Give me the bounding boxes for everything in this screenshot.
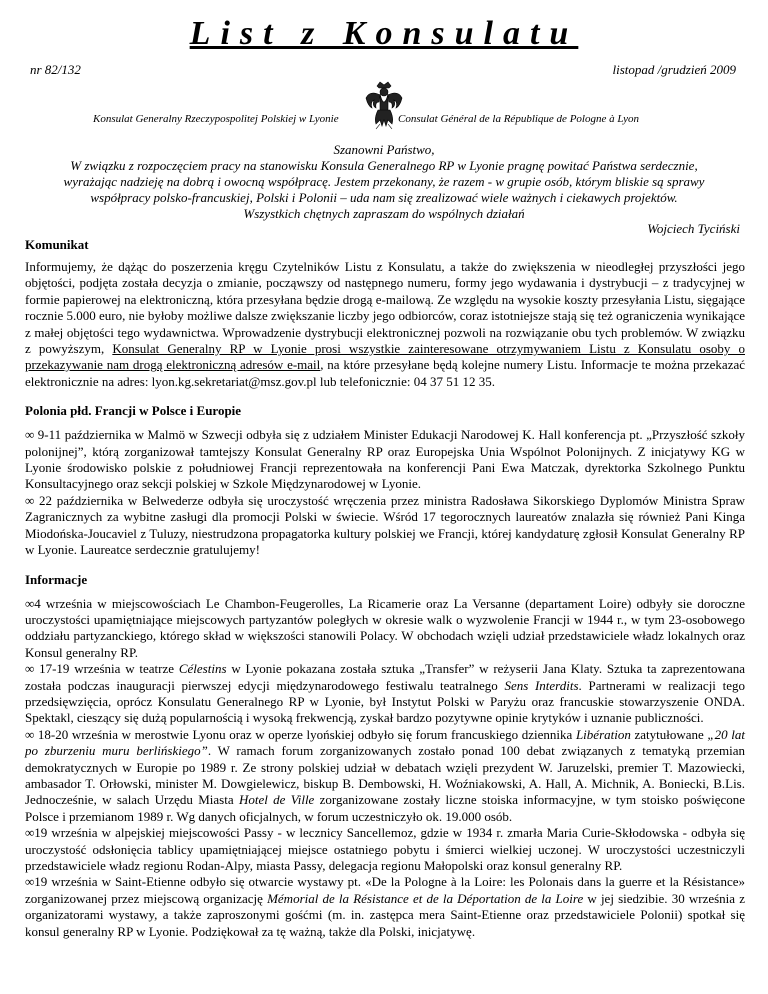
signature: Wojciech Tyciński: [647, 221, 740, 236]
issue-number: nr 82/132: [30, 62, 81, 77]
item-text: w Lyonie pokazana została sztuka „Transfer” w reżyserii Jana Klaty. Sztuka ta zaprezentowana została podczas inauguracji pierwszej edycji międzynarodowego festiwalu teatralnego: [25, 661, 745, 693]
venue-name: Hotel de Ville: [238, 792, 315, 808]
newsletter-title: List z Konsulatu: [189, 15, 579, 52]
item-text: zorganizowane zostały liczne stoiska informacyjne, w tym stoisko poświęcone Polsce i przemianom 1989 r. Wg danych oficjalnych, w forum uczestniczyło ok. 19.000 osób.: [25, 792, 745, 824]
informacje-item: [25, 661, 745, 727]
item-text: zatytułowane: [630, 726, 708, 742]
section-heading-polonia: Polonia płd. Francji w Polsce i Europie: [25, 403, 242, 419]
komunikat-text: Informujemy, że dążąc do poszerzenia kręgu Czytelników Listu z Konsulatu, a także do zwiększenia w nieodległej przyszłości jego objętości, podjęta została decyzja o zmianie, począwszy od następnego numeru, formy jego wydawania i dystrybucji – z tradycyjnej w formie papierowej na elektroniczną, która przesyłana będzie drogą e-mailową. Ze względu na wysokie koszty przesyłania Listu, sięgające rocznie 5.000 euro, nie byłoby możliwe dalsze zwiększanie liczby jego odbiorców, coraz istotniejsze stają się też ograniczenia wynikające z małej objętości tego wydawnictwa. Wprowadzenie dystrybucji elektronicznej pozwoli na rozwiązanie obu tych problemów. W związku z powyższym,: [25, 259, 745, 357]
item-text: ∞19 września w Saint-Etienne odbyło się otwarcie wystawy pt. «De la Pologne à la Loire: les Polonais dans la guerre et la Résistance» zorganizowanej przez miejscową organizację: [25, 874, 745, 906]
polonia-item: ∞ 9-11 października w Malmö w Szwecji odbyła się z udziałem Minister Edukacji Narodowej K. Hall konferencja pt. „Przyszłość szkoły polonijnej”, którą zorganizował tamtejszy Konsulat Generalny RP oraz Europejska Unia Wspólnot Polonijnych. Z inicjatywy KG w Lyonie środowisko polskie z południowej Francji reprezentowała na konferencji Pani Ewa Matczak, dyrektorka Szkolnego Punktu Konsultacyjnego oraz sekcji polskiej w Szkole Międzynarodowej w Lyonie.: [25, 427, 745, 492]
informacje-item: ∞4 września w miejscowościach Le Chambon-Feugerolles, La Ricamerie oraz La Versanne (departament Loire) odbyły sie doroczne uroczystości upamiętniające miejscowych partyzantów poległych w okresie walk o wyzwolenie Francji w 1944 r., w tym 23-osobowego oddziału partyzanckiego, którego skład w większości stanowili Polacy. W obchodach wzięli udział przedstawiciele władz lokalnych oraz Konsul generalny RP.: [25, 595, 745, 660]
festival-name: Sens Interdits: [504, 677, 579, 693]
greeting-letter: [24, 142, 744, 222]
article-body: [25, 236, 745, 940]
theatre-name: Célestins: [178, 661, 227, 677]
consulate-name-french: Consulat Général de la République de Pologne à Lyon: [398, 113, 640, 125]
salutation: Szanowni Państwo,: [333, 142, 435, 157]
newspaper-name: Libération: [575, 726, 631, 742]
informacje-item: [25, 874, 745, 940]
issue-date: listopad /grudzień 2009: [612, 62, 736, 77]
section-heading-komunikat: Komunikat: [25, 237, 89, 252]
greeting-line: W związku z rozpoczęciem pracy na stanowisku Konsula Generalnego RP w Lyonie pragnę powitać Państwa serdecznie,: [70, 158, 698, 173]
polonia-item: ∞ 22 października w Belwederze odbyła się uroczystość wręczenia przez ministra Radosława Sikorskiego Dyplomów Ministra Spraw Zagranicznych za wybitne zasługi dla promocji Polski w świecie. Wśród 17 tegorocznych laureatów znalazła się również Pani Kinga Miodońska-Joucaviel z Tuluzy, niestrudzona propagatorka kultury polskiej we Francji, której kandydaturę zgłosił Konsulat Generalny RP w Lyonie. Laureatce serdecznie gratulujemy!: [25, 492, 745, 558]
consulate-name-polish: Konsulat Generalny Rzeczypospolitej Polskiej w Lyonie: [93, 113, 339, 125]
informacje-item: [25, 727, 745, 825]
masthead: [0, 14, 768, 54]
item-text: w jej siedzibie. 30 września z organizatorami wystawy, a także zaproszonymi gośćmi (m. in. zastępca mera Saint-Etienne oraz przedstawiciele Polonii) spotkał się konsul generalny RP w Lyonie. Podziękował za tę ważną, także dla Polski, inicjatywę.: [25, 890, 745, 939]
komunikat-paragraph: [25, 259, 745, 390]
item-text: . Partnerami w realizacji tego przedsięwzięcia, oprócz Konsulatu Generalnego RP w Lyonie, był Instytut Polski w Paryżu oraz francuskie stowarzyszenie ONDA. Spektakl, cieszący się dużą popularnością i wysoką frekwencją, zyskał bardzo pozytywne opinie krytyków i uznanie publiczności.: [25, 677, 745, 726]
komunikat-contact-text: , na które przesyłane będą kolejne numery Listu. Informacje te można przekazać elektronicznie na adres: lyon.kg.sekretariat@msz.gov.pl lub telefonicznie: 04 37 51 12 35.: [25, 357, 746, 389]
item-text: . W ramach forum zorganizowanych zostało ponad 100 debat związanych z tematyką przemian demokratycznych w Europie po 1989 r. Ze strony polskiej udział w debatach wzięli prezydent W. Jaruzelski, premier T. Mazowiecki, ambasador T. Orłowski, minister M. Dowgielewicz, biskup B. Dembowski, H. Woźniakowski, A. Hall, A. Michnik, A. Boniecki, B.Lis. Jednocześnie, w salach Urzędu Miasta: [25, 743, 746, 808]
komunikat-request-underlined: Konsulat Generalny RP w Lyonie prosi wszystkie zainteresowane otrzymywaniem Listu z Konsulatu osoby o przekazywanie nam drogą elektroniczną adresów e-mail: [25, 341, 745, 373]
item-text: ∞ 17-19 września w teatrze: [25, 661, 179, 677]
greeting-line: Wszystkich chętnych zapraszam do wspólnych działań: [243, 206, 525, 221]
section-heading-informacje: Informacje: [25, 571, 88, 587]
informacje-item: ∞19 września w alpejskiej miejscowości Passy - w lecznicy Sancellemoz, gdzie w 1934 r. zmarła Maria Curie-Skłodowska - odbyła się uroczystość odsłonięcia tablicy upamiętniającej miejsce ostatniego pobytu i śmierci wielkiej uczonej. W uroczystości uczestniczyli przedstawiciele władz regionu Rodan-Alpy, miasta Passy, delegacja regionu Małopolski oraz konsul generalny RP.: [25, 825, 745, 873]
greeting-line: wyrażając nadzieję na dobrą i owocną współpracę. Jestem przekonany, że razem - w grupie osób, którym bliskie są sprawy: [63, 174, 705, 189]
item-text: ∞ 18-20 września w merostwie Lyonu oraz w operze lyońskiej odbyło się forum francuskiego dziennika: [25, 726, 576, 742]
organisation-name: Mémorial de la Résistance et de la Déportation de la Loire: [267, 890, 584, 906]
greeting-line: współpracy polsko-francuskiej, Polski i Polonii – uda nam się zrealizować wiele ważnych i ciekawych projektów.: [90, 190, 678, 205]
forum-title: „20 lat po zburzeniu muru berlińskiego”: [25, 726, 745, 759]
